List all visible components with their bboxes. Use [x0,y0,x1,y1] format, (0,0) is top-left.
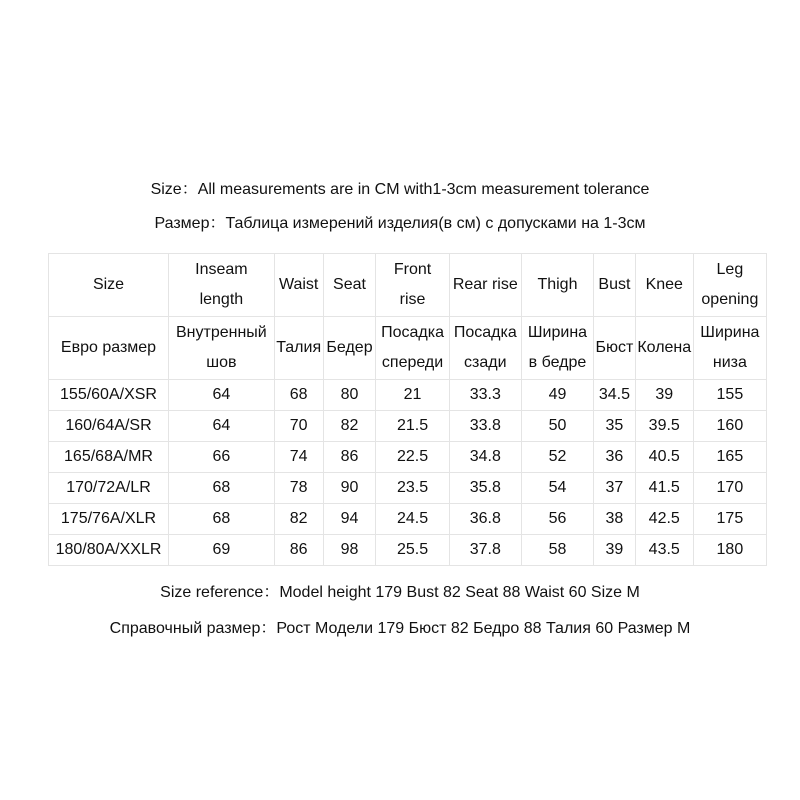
measurement-note-en: Size：All measurements are in CM with1-3cm measurement tolerance [150,181,650,198]
header-cell-text: Knee [645,276,683,293]
measurement-cell: 40.5 [635,442,693,473]
header-cell-text: Евро размер [60,339,157,356]
header-cell [274,317,323,380]
measurement-cell: 160 [693,411,766,442]
header-cell [594,254,636,317]
header-cell [693,254,766,317]
measurement-cell: 36.8 [449,504,521,535]
measurement-cell: 70 [274,411,323,442]
header-cell-text: Rear rise [452,276,518,293]
measurement-cell: 86 [323,442,376,473]
header-cell-text: length [199,291,244,308]
size-label-cell: 160/64A/SR [49,411,169,442]
measurement-cell: 36 [594,442,636,473]
measurement-cell: 24.5 [376,504,449,535]
header-cell-text: Waist [278,276,319,293]
measurement-cell: 68 [169,504,275,535]
header-cell-text: Seat [333,276,366,293]
header-cell [49,317,169,380]
header-cell [635,317,693,380]
header-row-en [49,254,767,317]
measurement-cell: 69 [169,535,275,566]
measurement-cell: 37 [594,473,636,504]
measurement-cell: 34.5 [594,380,636,411]
header-cell-text: Front [393,261,432,278]
measurement-cell: 39 [635,380,693,411]
measurement-cell: 86 [274,535,323,566]
measurement-cell: 39.5 [635,411,693,442]
header-cell [169,317,275,380]
measurement-note-ru: Размер：Таблица измерений изделия(в см) с допусками на 1-3см [154,215,646,232]
measurement-cell: 64 [169,380,275,411]
header-cell [169,254,275,317]
measurement-cell: 33.3 [449,380,521,411]
header-cell-text: сзади [464,354,507,371]
header-cell-text: шов [206,354,237,371]
measurement-cell: 54 [521,473,593,504]
header-cell-text: Внутренный [176,324,267,341]
measurement-cell: 43.5 [635,535,693,566]
measurement-cell: 21.5 [376,411,449,442]
measurement-cell: 94 [323,504,376,535]
header-cell-text: спереди [381,354,444,371]
measurement-cell: 39 [594,535,636,566]
size-reference-ru: Справочный размер：Рост Модели 179 Бюст 82 Бедро 88 Талия 60 Размер M [109,620,691,637]
measurement-cell: 22.5 [376,442,449,473]
header-cell-text: низа [712,354,747,371]
measurement-cell: 25.5 [376,535,449,566]
measurement-cell: 49 [521,380,593,411]
header-cell [376,254,449,317]
header-cell [274,254,323,317]
measurement-cell: 68 [274,380,323,411]
header-cell-text: Ширина [700,324,760,341]
measurement-cell: 23.5 [376,473,449,504]
header-cell [521,317,593,380]
measurement-cell: 37.8 [449,535,521,566]
measurement-cell: 64 [169,411,275,442]
header-cell-text: Посадка [453,324,517,341]
measurement-cell: 98 [323,535,376,566]
measurement-cell: 21 [376,380,449,411]
header-cell-text: Thigh [537,276,578,293]
header-cell [49,254,169,317]
header-cell-text: Бюст [595,339,634,356]
header-cell [594,317,636,380]
header-cell [521,254,593,317]
table-row [49,535,767,566]
header-row-ru [49,317,767,380]
measurement-cell: 38 [594,504,636,535]
measurement-cell: 34.8 [449,442,521,473]
measurement-cell: 155 [693,380,766,411]
header-cell [323,254,376,317]
measurement-cell: 82 [274,504,323,535]
header-cell-text: opening [701,291,759,308]
size-label-cell: 170/72A/LR [49,473,169,504]
measurement-cell: 35 [594,411,636,442]
header-cell [449,317,521,380]
size-label-cell: 165/68A/MR [49,442,169,473]
measurement-cell: 52 [521,442,593,473]
size-reference-en: Size reference：Model height 179 Bust 82 Seat 88 Waist 60 Size M [160,584,640,601]
measurement-cell: 50 [521,411,593,442]
header-cell-text: Посадка [381,324,444,341]
measurement-cell: 90 [323,473,376,504]
measurement-cell: 165 [693,442,766,473]
header-cell [693,317,766,380]
header-cell-text: Size [92,276,125,293]
table-row [49,380,767,411]
measurement-cell: 175 [693,504,766,535]
size-label-cell: 155/60A/XSR [49,380,169,411]
header-cell [323,317,376,380]
measurement-cell: 42.5 [635,504,693,535]
header-cell-text: Бедер [326,339,373,356]
header-cell-text: Leg [716,261,744,278]
size-label-cell: 180/80A/XXLR [49,535,169,566]
measurement-cell: 33.8 [449,411,521,442]
measurement-cell: 74 [274,442,323,473]
measurement-cell: 68 [169,473,275,504]
measurement-cell: 56 [521,504,593,535]
header-cell-text: Ширина [527,324,588,341]
header-cell-text: Талия [276,339,322,356]
table-row [49,442,767,473]
header-cell-text: в бедре [528,354,587,371]
header-cell-text: Bust [598,276,631,293]
size-chart-table [48,253,767,566]
header-cell-text: Inseam [195,261,248,278]
size-label-cell: 175/76A/XLR [49,504,169,535]
measurement-cell: 66 [169,442,275,473]
header-cell-text: Колена [637,339,692,356]
table-row [49,504,767,535]
measurement-cell: 80 [323,380,376,411]
table-row [49,473,767,504]
measurement-cell: 41.5 [635,473,693,504]
header-cell [376,317,449,380]
header-cell-text: rise [399,291,426,308]
header-cell [635,254,693,317]
measurement-cell: 58 [521,535,593,566]
table-row [49,411,767,442]
measurement-cell: 170 [693,473,766,504]
header-cell [449,254,521,317]
measurement-cell: 82 [323,411,376,442]
measurement-cell: 180 [693,535,766,566]
measurement-cell: 78 [274,473,323,504]
measurement-cell: 35.8 [449,473,521,504]
